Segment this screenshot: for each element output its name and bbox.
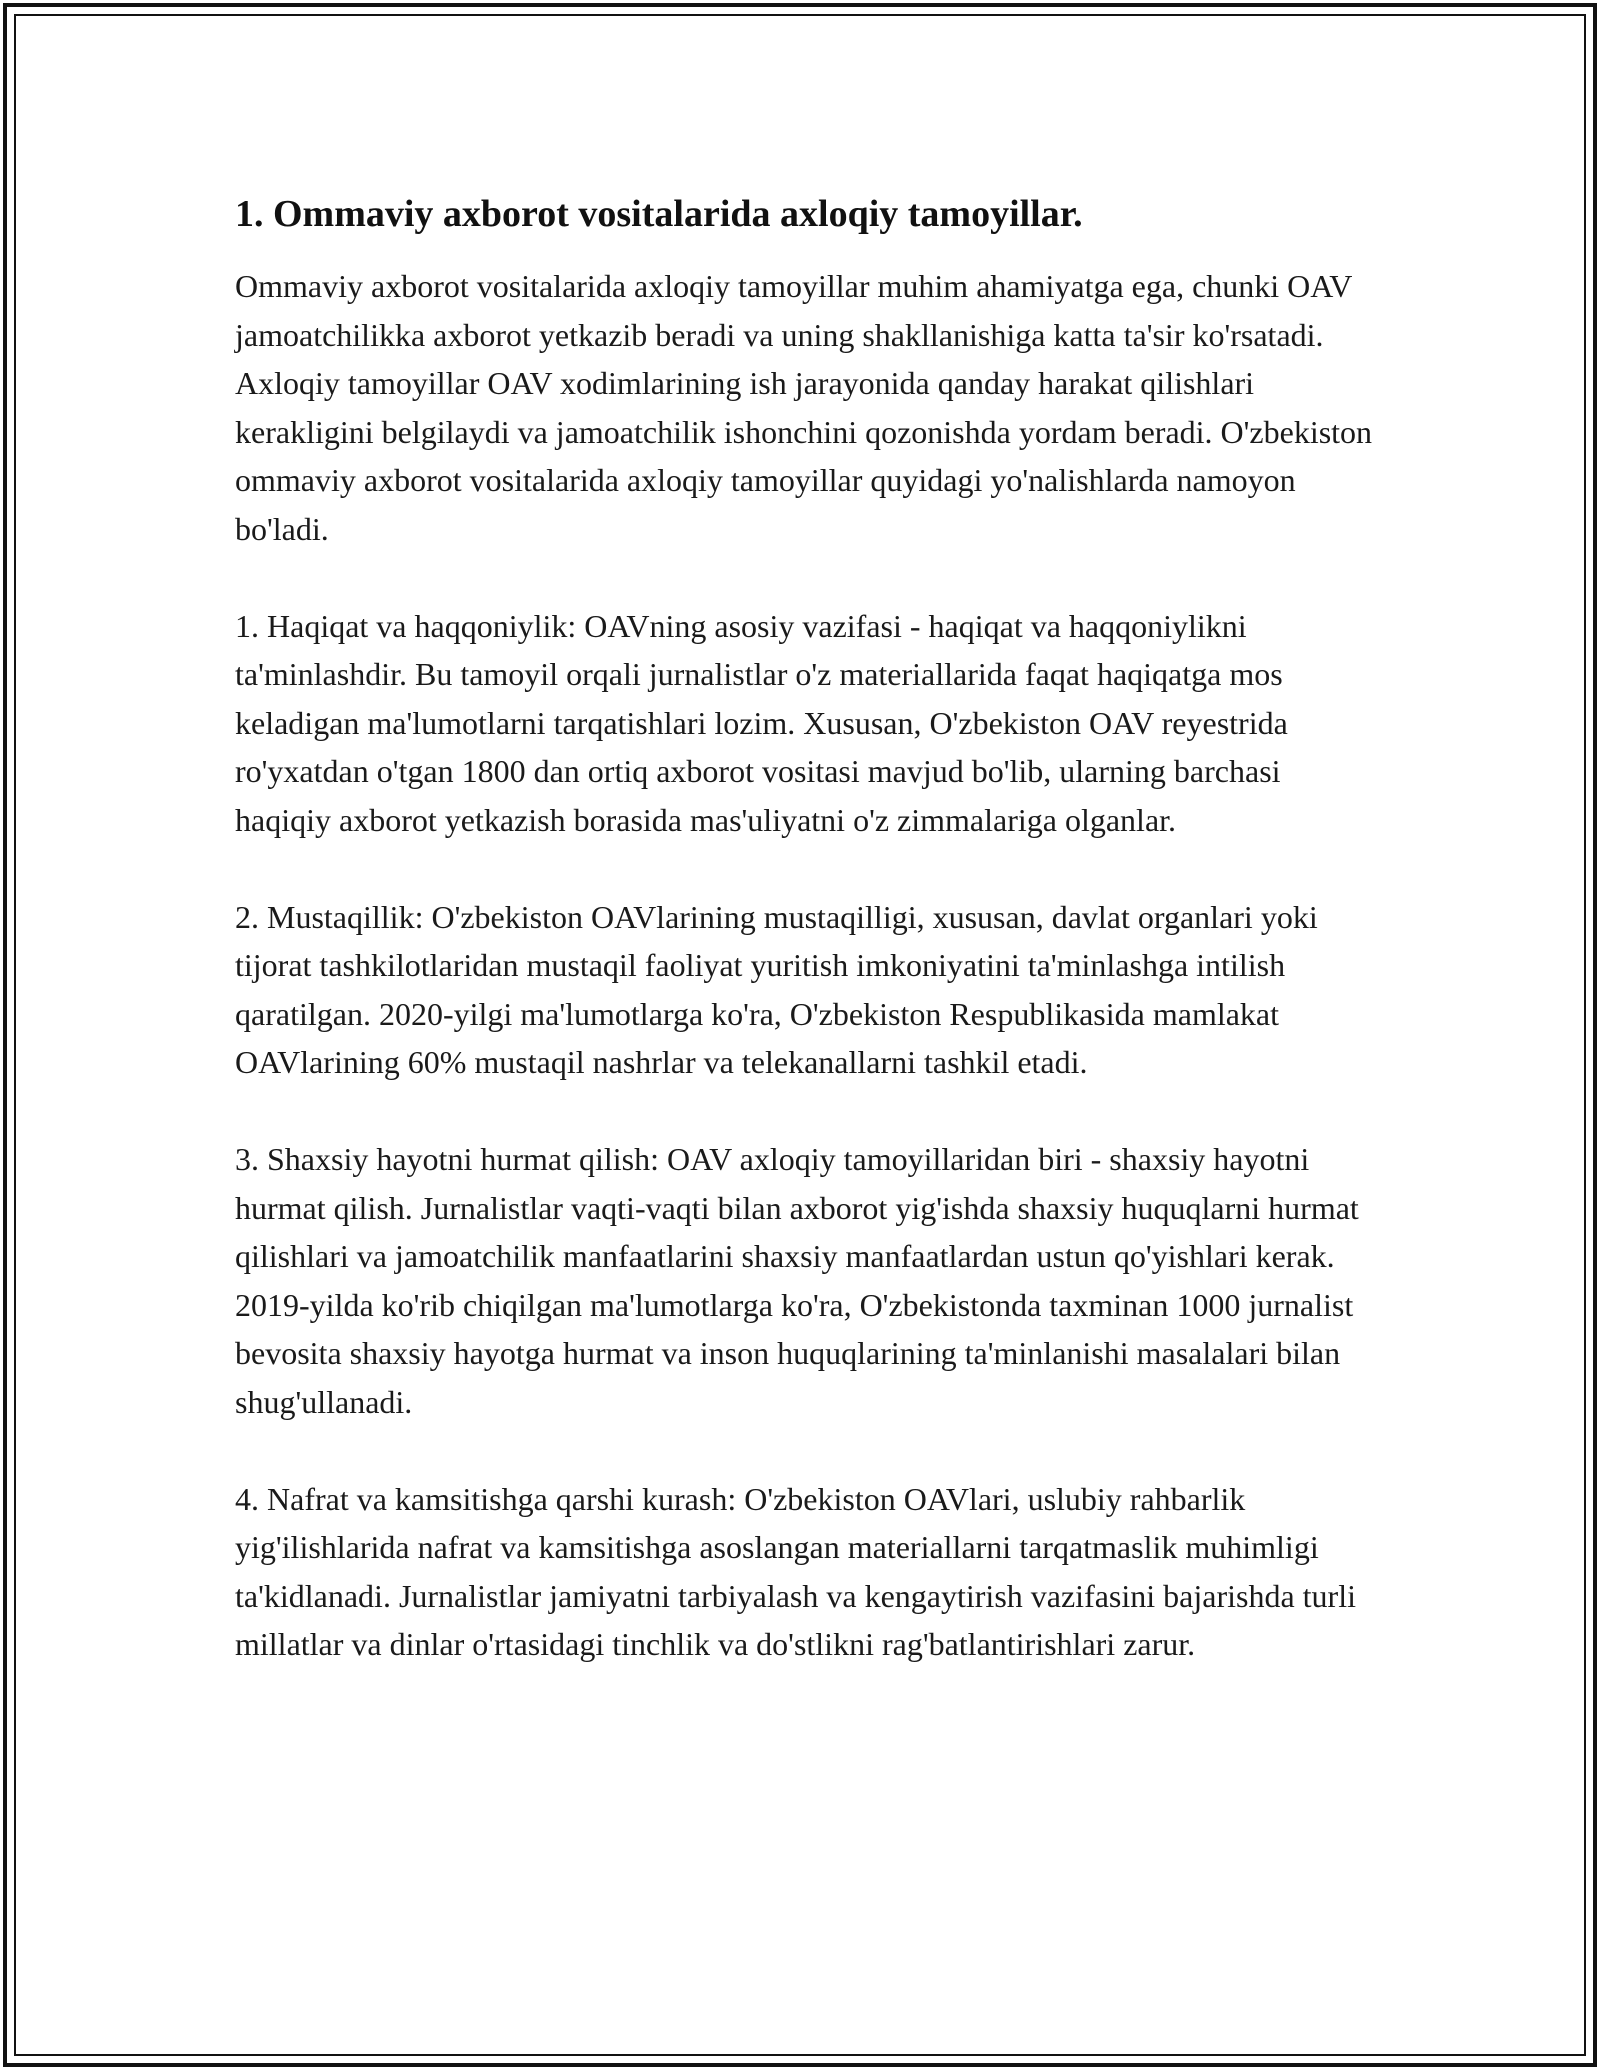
intro-paragraph: Ommaviy axborot vositalarida axloqiy tamoyillar muhim ahamiyatga ega, chunki OAV jamoatchilikka axborot yetkazib beradi va uning shakllanishiga katta ta'sir ko'rsatadi. Axloqiy tamoyillar OAV xodimlarining ish jarayonida qanday harakat qilishlari kerakligini belgilaydi va jamoatchilik ishonchini qozonishda yordam beradi. O'zbekiston ommaviy axborot vositalarida axloqiy tamoyillar quyidagi yo'nalishlarda namoyon bo'ladi.: [235, 268, 1373, 547]
paragraph-truthfulness: 1. Haqiqat va haqqoniylik: OAVning asosiy vazifasi - haqiqat va haqqoniylikni ta'minlashdir. Bu tamoyil orqali jurnalistlar o'z materiallarida faqat haqiqatga mos keladigan ma'lumotlarni tarqatishlari lozim. Xususan, O'zbekiston OAV reyestrida ro'yxatdan o'tgan 1800 dan ortiq axborot vositasi mavjud bo'lib, ularning barchasi haqiqiy axborot yetkazish borasida mas'uliyatni o'z zimmalariga olganlar.: [235, 607, 1288, 838]
paragraph-independence: 2. Mustaqillik: O'zbekiston OAVlarining mustaqilligi, xususan, davlat organlari yoki tijorat tashkilotlaridan mustaqil faoliyat yuritish imkoniyatini ta'minlashga intilish qaratilgan. 2020-yilgi ma'lumotlarga ko'ra, O'zbekiston Respublikasida mamlakat OAVlarining 60% mustaqil nashrlar va telekanallarni tashkil etadi.: [235, 898, 1318, 1080]
document-body: [235, 188, 1375, 1717]
document-title: 1. Ommaviy axborot vositalarida axloqiy tamoyillar.: [235, 193, 1083, 235]
paragraph-privacy: 3. Shaxsiy hayotni hurmat qilish: OAV axloqiy tamoyillaridan biri - shaxsiy hayotni hurmat qilish. Jurnalistlar vaqti-vaqti bilan axborot yig'ishda shaxsiy huquqlarni hurmat qilishlari va jamoatchilik manfaatlarini shaxsiy manfaatlardan ustun qo'yishlari kerak. 2019-yilda ko'rib chiqilgan ma'lumotlarga ko'ra, O'zbekistonda taxminan 1000 jurnalist bevosita shaxsiy hayotga hurmat va inson huquqlarining ta'minlanishi masalalari bilan shug'ullanadi.: [235, 1141, 1359, 1420]
paragraph-anti-discrimination: 4. Nafrat va kamsitishga qarshi kurash: O'zbekiston OAVlari, uslubiy rahbarlik yig'ilishlarida nafrat va kamsitishga asoslangan materiallarni tarqatmaslik muhimligi ta'kidlanadi. Jurnalistlar jamiyatni tarbiyalash va kengaytirish vazifasini bajarishda turli millatlar va dinlar o'rtasidagi tinchlik va do'stlikni rag'batlantirishlari zarur.: [235, 1480, 1356, 1662]
